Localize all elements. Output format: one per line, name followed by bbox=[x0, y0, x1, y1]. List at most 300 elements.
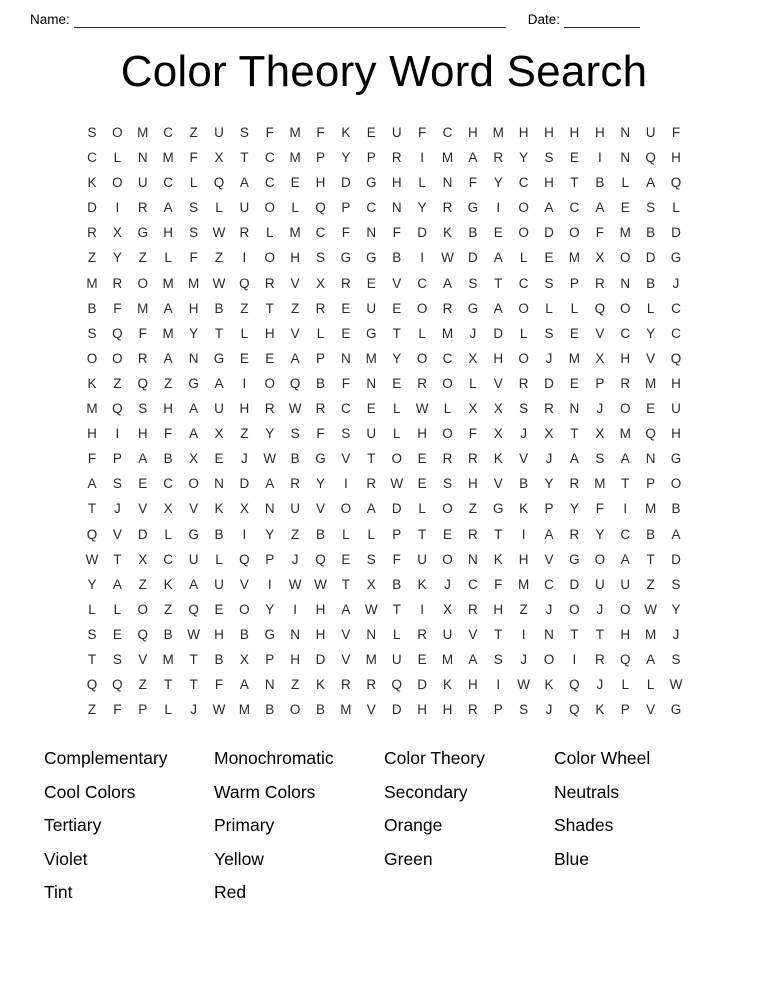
grid-cell[interactable]: R bbox=[594, 651, 605, 667]
grid-cell[interactable]: M bbox=[365, 350, 377, 366]
grid-cell[interactable]: L bbox=[240, 325, 249, 341]
grid-cell[interactable]: S bbox=[189, 200, 199, 216]
grid-cell[interactable]: F bbox=[671, 125, 681, 140]
grid-cell[interactable]: J bbox=[520, 426, 528, 442]
grid-cell[interactable]: W bbox=[669, 677, 683, 693]
grid-cell[interactable]: F bbox=[494, 576, 503, 592]
grid-cell[interactable]: C bbox=[442, 125, 453, 140]
grid-cell[interactable]: G bbox=[467, 300, 479, 316]
grid-cell[interactable]: M bbox=[289, 125, 301, 140]
grid-cell[interactable]: A bbox=[366, 501, 376, 517]
grid-cell[interactable]: Q bbox=[569, 702, 580, 718]
grid-cell[interactable]: O bbox=[137, 601, 149, 617]
grid-cell[interactable]: W bbox=[415, 401, 429, 417]
grid-cell[interactable]: O bbox=[518, 225, 529, 241]
grid-cell[interactable]: F bbox=[138, 325, 147, 341]
grid-cell[interactable]: S bbox=[189, 225, 199, 241]
grid-cell[interactable]: F bbox=[316, 426, 325, 442]
grid-cell[interactable]: M bbox=[162, 325, 174, 341]
grid-cell[interactable]: A bbox=[265, 476, 275, 492]
grid-cell[interactable]: V bbox=[341, 626, 351, 642]
grid-cell[interactable]: H bbox=[87, 426, 97, 442]
grid-cell[interactable]: R bbox=[264, 275, 275, 291]
grid-cell[interactable]: J bbox=[469, 325, 477, 341]
grid-cell[interactable]: O bbox=[416, 350, 428, 366]
grid-cell[interactable]: E bbox=[569, 150, 579, 166]
grid-cell[interactable]: I bbox=[521, 626, 526, 642]
grid-cell[interactable]: Q bbox=[112, 325, 123, 341]
grid-cell[interactable]: Q bbox=[670, 350, 682, 366]
grid-cell[interactable]: R bbox=[290, 476, 300, 492]
grid-cell[interactable]: S bbox=[290, 426, 300, 442]
grid-cell[interactable]: U bbox=[137, 175, 148, 191]
grid-cell[interactable]: T bbox=[367, 451, 376, 467]
grid-cell[interactable]: X bbox=[493, 426, 503, 442]
grid-cell[interactable]: D bbox=[645, 250, 656, 266]
grid-cell[interactable]: K bbox=[493, 451, 503, 467]
grid-cell[interactable]: R bbox=[544, 401, 554, 417]
grid-cell[interactable]: W bbox=[644, 601, 657, 617]
grid-cell[interactable]: F bbox=[214, 677, 224, 693]
grid-cell[interactable]: X bbox=[214, 150, 224, 166]
grid-cell[interactable]: F bbox=[468, 175, 477, 191]
grid-cell[interactable]: H bbox=[391, 175, 402, 191]
grid-cell[interactable]: E bbox=[569, 325, 579, 341]
grid-cell[interactable]: O bbox=[391, 451, 402, 467]
grid-cell[interactable]: W bbox=[187, 626, 200, 642]
grid-cell[interactable]: M bbox=[86, 401, 98, 417]
grid-cell[interactable]: X bbox=[544, 426, 554, 442]
grid-cell[interactable]: S bbox=[519, 702, 529, 718]
grid-cell[interactable]: Q bbox=[569, 677, 580, 693]
grid-cell[interactable]: K bbox=[493, 551, 503, 567]
grid-cell[interactable]: G bbox=[188, 526, 199, 542]
grid-cell[interactable]: L bbox=[646, 300, 655, 316]
grid-cell[interactable]: N bbox=[569, 401, 580, 417]
grid-cell[interactable]: C bbox=[569, 200, 580, 216]
grid-cell[interactable]: T bbox=[265, 300, 274, 316]
grid-cell[interactable]: F bbox=[341, 225, 351, 241]
grid-cell[interactable]: D bbox=[569, 576, 580, 592]
grid-cell[interactable]: T bbox=[189, 651, 198, 667]
grid-cell[interactable]: R bbox=[366, 677, 377, 693]
grid-cell[interactable]: E bbox=[417, 451, 427, 467]
grid-cell[interactable]: L bbox=[316, 325, 325, 341]
grid-cell[interactable]: Q bbox=[289, 375, 301, 391]
grid-cell[interactable]: L bbox=[392, 426, 401, 442]
grid-cell[interactable]: R bbox=[417, 626, 427, 642]
grid-cell[interactable]: P bbox=[341, 200, 351, 216]
grid-cell[interactable]: Y bbox=[189, 325, 199, 341]
grid-cell[interactable]: C bbox=[518, 275, 529, 291]
grid-cell[interactable]: C bbox=[467, 576, 478, 592]
grid-cell[interactable]: Y bbox=[265, 426, 275, 442]
grid-cell[interactable]: X bbox=[214, 426, 224, 442]
grid-cell[interactable]: H bbox=[417, 702, 427, 718]
grid-cell[interactable]: P bbox=[646, 476, 656, 492]
grid-cell[interactable]: G bbox=[264, 626, 275, 642]
grid-cell[interactable]: M bbox=[644, 626, 657, 642]
grid-cell[interactable]: R bbox=[264, 401, 275, 417]
grid-cell[interactable]: L bbox=[291, 200, 299, 216]
grid-cell[interactable]: X bbox=[493, 401, 503, 417]
grid-cell[interactable]: K bbox=[87, 175, 97, 191]
grid-cell[interactable]: L bbox=[443, 401, 452, 417]
grid-cell[interactable]: J bbox=[520, 651, 528, 667]
grid-cell[interactable]: L bbox=[646, 677, 655, 693]
grid-cell[interactable]: G bbox=[493, 501, 504, 517]
grid-cell[interactable]: Q bbox=[86, 677, 98, 693]
grid-cell[interactable]: B bbox=[392, 576, 402, 592]
grid-cell[interactable]: N bbox=[366, 375, 377, 391]
grid-cell[interactable]: S bbox=[519, 401, 529, 417]
grid-cell[interactable]: H bbox=[163, 225, 174, 241]
grid-cell[interactable]: I bbox=[496, 200, 501, 216]
grid-cell[interactable]: O bbox=[442, 375, 453, 391]
grid-cell[interactable]: S bbox=[366, 551, 376, 567]
grid-cell[interactable]: B bbox=[671, 501, 681, 517]
grid-cell[interactable]: V bbox=[493, 476, 503, 492]
grid-cell[interactable]: E bbox=[392, 375, 402, 391]
grid-cell[interactable]: V bbox=[138, 501, 148, 517]
grid-cell[interactable]: P bbox=[112, 451, 122, 467]
grid-cell[interactable]: Z bbox=[138, 250, 147, 266]
grid-cell[interactable]: I bbox=[267, 576, 272, 592]
grid-cell[interactable]: A bbox=[163, 200, 173, 216]
grid-cell[interactable]: L bbox=[392, 626, 401, 642]
grid-cell[interactable]: W bbox=[288, 401, 302, 417]
grid-cell[interactable]: C bbox=[544, 576, 554, 592]
grid-cell[interactable]: C bbox=[163, 125, 174, 140]
grid-cell[interactable]: F bbox=[468, 426, 477, 442]
grid-cell[interactable]: D bbox=[467, 250, 478, 266]
grid-cell[interactable]: I bbox=[115, 426, 120, 442]
grid-cell[interactable]: O bbox=[112, 175, 123, 191]
grid-cell[interactable]: B bbox=[519, 476, 529, 492]
grid-cell[interactable]: T bbox=[494, 275, 503, 291]
grid-cell[interactable]: L bbox=[164, 250, 172, 266]
grid-cell[interactable]: B bbox=[316, 526, 326, 542]
grid-cell[interactable]: A bbox=[214, 375, 224, 391]
grid-cell[interactable]: K bbox=[442, 677, 452, 693]
grid-cell[interactable]: Q bbox=[137, 375, 149, 391]
grid-cell[interactable]: M bbox=[162, 275, 174, 291]
grid-cell[interactable]: N bbox=[290, 626, 300, 642]
grid-cell[interactable]: K bbox=[519, 501, 529, 517]
grid-cell[interactable]: Q bbox=[188, 601, 199, 617]
grid-cell[interactable]: X bbox=[366, 576, 376, 592]
grid-cell[interactable]: P bbox=[316, 350, 326, 366]
grid-cell[interactable]: Q bbox=[86, 526, 98, 542]
grid-cell[interactable]: C bbox=[163, 476, 174, 492]
grid-cell[interactable]: I bbox=[420, 250, 424, 266]
grid-cell[interactable]: R bbox=[239, 225, 250, 241]
grid-cell[interactable]: I bbox=[420, 150, 424, 166]
grid-cell[interactable]: A bbox=[569, 451, 579, 467]
grid-cell[interactable]: R bbox=[467, 601, 478, 617]
grid-cell[interactable]: Z bbox=[113, 375, 122, 391]
grid-cell[interactable]: A bbox=[87, 476, 97, 492]
grid-cell[interactable]: B bbox=[595, 175, 605, 191]
grid-cell[interactable]: H bbox=[544, 175, 554, 191]
grid-cell[interactable]: I bbox=[597, 150, 602, 166]
grid-cell[interactable]: M bbox=[137, 300, 149, 316]
grid-cell[interactable]: X bbox=[138, 551, 148, 567]
grid-cell[interactable]: F bbox=[113, 702, 122, 718]
grid-cell[interactable]: B bbox=[646, 526, 656, 542]
grid-cell[interactable]: T bbox=[164, 677, 173, 693]
grid-cell[interactable]: Z bbox=[291, 300, 300, 316]
grid-cell[interactable]: T bbox=[189, 677, 198, 693]
grid-cell[interactable]: R bbox=[391, 150, 402, 166]
grid-cell[interactable]: R bbox=[442, 200, 453, 216]
grid-cell[interactable]: E bbox=[417, 476, 427, 492]
grid-cell[interactable]: U bbox=[290, 501, 300, 517]
grid-cell[interactable]: T bbox=[341, 576, 351, 592]
grid-cell[interactable]: K bbox=[341, 125, 351, 140]
grid-cell[interactable]: L bbox=[672, 200, 680, 216]
grid-cell[interactable]: A bbox=[493, 250, 503, 266]
grid-cell[interactable]: N bbox=[620, 125, 631, 140]
grid-cell[interactable]: F bbox=[189, 250, 198, 266]
grid-cell[interactable]: K bbox=[87, 375, 97, 391]
grid-cell[interactable]: M bbox=[518, 576, 530, 592]
grid-cell[interactable]: A bbox=[112, 576, 122, 592]
grid-cell[interactable]: B bbox=[214, 526, 224, 542]
grid-cell[interactable]: L bbox=[164, 526, 172, 542]
grid-cell[interactable]: Z bbox=[468, 501, 477, 517]
grid-cell[interactable]: Y bbox=[316, 476, 326, 492]
grid-cell[interactable]: C bbox=[264, 150, 275, 166]
grid-cell[interactable]: T bbox=[214, 325, 224, 341]
grid-cell[interactable]: J bbox=[672, 626, 680, 642]
grid-cell[interactable]: C bbox=[671, 325, 681, 341]
grid-cell[interactable]: Y bbox=[417, 200, 427, 216]
grid-cell[interactable]: F bbox=[341, 375, 351, 391]
grid-cell[interactable]: H bbox=[163, 401, 174, 417]
grid-cell[interactable]: H bbox=[671, 426, 681, 442]
grid-cell[interactable]: I bbox=[115, 200, 120, 216]
grid-cell[interactable]: O bbox=[416, 300, 428, 316]
grid-cell[interactable]: Q bbox=[239, 551, 250, 567]
grid-cell[interactable]: X bbox=[239, 651, 249, 667]
grid-cell[interactable]: M bbox=[441, 325, 454, 341]
grid-cell[interactable]: U bbox=[417, 551, 427, 567]
grid-cell[interactable]: I bbox=[496, 677, 501, 693]
grid-cell[interactable]: M bbox=[162, 651, 174, 667]
grid-cell[interactable]: B bbox=[316, 375, 326, 391]
grid-cell[interactable]: Z bbox=[87, 250, 97, 266]
grid-cell[interactable]: Z bbox=[164, 601, 173, 617]
grid-cell[interactable]: Q bbox=[239, 275, 250, 291]
grid-cell[interactable]: O bbox=[619, 601, 631, 617]
grid-cell[interactable]: Z bbox=[240, 300, 249, 316]
grid-cell[interactable]: N bbox=[544, 626, 554, 642]
grid-cell[interactable]: O bbox=[239, 601, 250, 617]
grid-cell[interactable]: F bbox=[265, 125, 274, 140]
grid-cell[interactable]: Z bbox=[291, 677, 300, 693]
grid-cell[interactable]: Y bbox=[569, 501, 579, 517]
grid-cell[interactable]: Q bbox=[112, 677, 123, 693]
grid-cell[interactable]: N bbox=[620, 275, 631, 291]
grid-cell[interactable]: F bbox=[595, 225, 604, 241]
grid-cell[interactable]: Z bbox=[519, 601, 528, 617]
grid-cell[interactable]: M bbox=[137, 125, 149, 140]
grid-cell[interactable]: V bbox=[239, 576, 249, 592]
grid-cell[interactable]: J bbox=[291, 551, 299, 567]
grid-cell[interactable]: S bbox=[442, 476, 452, 492]
grid-cell[interactable]: X bbox=[468, 350, 478, 366]
grid-cell[interactable]: H bbox=[137, 426, 148, 442]
grid-cell[interactable]: R bbox=[467, 526, 478, 542]
grid-cell[interactable]: W bbox=[263, 451, 277, 467]
grid-cell[interactable]: G bbox=[315, 451, 326, 467]
grid-cell[interactable]: L bbox=[113, 601, 122, 617]
grid-cell[interactable]: C bbox=[620, 526, 631, 542]
grid-cell[interactable]: H bbox=[290, 651, 300, 667]
grid-cell[interactable]: I bbox=[420, 601, 424, 617]
grid-cell[interactable]: H bbox=[544, 125, 554, 140]
grid-cell[interactable]: W bbox=[517, 677, 531, 693]
grid-cell[interactable]: O bbox=[442, 426, 453, 442]
grid-cell[interactable]: P bbox=[544, 501, 554, 517]
grid-cell[interactable]: G bbox=[670, 702, 682, 718]
grid-cell[interactable]: R bbox=[341, 677, 351, 693]
grid-cell[interactable]: G bbox=[340, 250, 352, 266]
grid-cell[interactable]: V bbox=[544, 551, 554, 567]
grid-cell[interactable]: G bbox=[467, 200, 479, 216]
grid-cell[interactable]: E bbox=[569, 375, 579, 391]
grid-cell[interactable]: E bbox=[646, 401, 656, 417]
grid-cell[interactable]: F bbox=[392, 225, 401, 241]
grid-cell[interactable]: Y bbox=[646, 325, 656, 341]
grid-cell[interactable]: J bbox=[545, 350, 553, 366]
grid-cell[interactable]: L bbox=[418, 501, 426, 517]
grid-cell[interactable]: M bbox=[238, 702, 250, 718]
grid-cell[interactable]: I bbox=[242, 526, 247, 542]
grid-cell[interactable]: T bbox=[570, 626, 579, 642]
grid-cell[interactable]: E bbox=[341, 325, 351, 341]
grid-cell[interactable]: E bbox=[493, 225, 503, 241]
grid-cell[interactable]: H bbox=[264, 325, 275, 341]
grid-cell[interactable]: T bbox=[240, 150, 249, 166]
grid-cell[interactable]: B bbox=[468, 225, 478, 241]
grid-cell[interactable]: L bbox=[519, 250, 528, 266]
grid-cell[interactable]: P bbox=[265, 651, 275, 667]
grid-cell[interactable]: K bbox=[163, 576, 173, 592]
grid-cell[interactable]: H bbox=[518, 551, 529, 567]
name-input-line[interactable] bbox=[74, 15, 506, 28]
grid-cell[interactable]: U bbox=[391, 651, 402, 667]
letter-grid[interactable] bbox=[79, 120, 688, 722]
grid-cell[interactable]: H bbox=[493, 601, 504, 617]
grid-cell[interactable]: D bbox=[137, 526, 148, 542]
grid-cell[interactable]: X bbox=[595, 250, 605, 266]
grid-cell[interactable]: D bbox=[315, 651, 326, 667]
grid-cell[interactable]: I bbox=[242, 375, 247, 391]
grid-cell[interactable]: L bbox=[545, 300, 553, 316]
grid-cell[interactable]: T bbox=[570, 426, 579, 442]
grid-cell[interactable]: R bbox=[493, 150, 504, 166]
grid-cell[interactable]: Q bbox=[670, 175, 682, 191]
grid-cell[interactable]: O bbox=[518, 200, 529, 216]
grid-cell[interactable]: Q bbox=[619, 651, 631, 667]
grid-cell[interactable]: L bbox=[621, 677, 629, 693]
grid-cell[interactable]: N bbox=[467, 551, 478, 567]
grid-cell[interactable]: L bbox=[215, 551, 223, 567]
grid-cell[interactable]: H bbox=[620, 626, 631, 642]
grid-cell[interactable]: H bbox=[671, 150, 681, 166]
grid-cell[interactable]: G bbox=[137, 225, 149, 241]
grid-cell[interactable]: U bbox=[214, 401, 224, 417]
grid-cell[interactable]: Y bbox=[671, 601, 681, 617]
grid-cell[interactable]: Y bbox=[392, 350, 402, 366]
grid-cell[interactable]: A bbox=[290, 350, 300, 366]
grid-cell[interactable]: G bbox=[670, 451, 682, 467]
grid-cell[interactable]: R bbox=[341, 275, 351, 291]
grid-cell[interactable]: O bbox=[442, 501, 453, 517]
grid-cell[interactable]: S bbox=[671, 651, 681, 667]
grid-cell[interactable]: H bbox=[290, 250, 300, 266]
grid-cell[interactable]: I bbox=[293, 601, 298, 617]
grid-cell[interactable]: N bbox=[366, 225, 377, 241]
grid-cell[interactable]: Y bbox=[87, 576, 97, 592]
grid-cell[interactable]: S bbox=[87, 626, 97, 642]
grid-cell[interactable]: C bbox=[163, 551, 174, 567]
grid-cell[interactable]: C bbox=[341, 401, 351, 417]
grid-cell[interactable]: K bbox=[214, 501, 224, 517]
grid-cell[interactable]: B bbox=[214, 300, 224, 316]
grid-cell[interactable]: J bbox=[240, 451, 248, 467]
grid-cell[interactable]: X bbox=[189, 451, 199, 467]
grid-cell[interactable]: W bbox=[212, 225, 226, 241]
grid-cell[interactable]: M bbox=[568, 350, 581, 366]
grid-cell[interactable]: B bbox=[163, 626, 173, 642]
grid-cell[interactable]: D bbox=[391, 501, 402, 517]
grid-cell[interactable]: S bbox=[316, 250, 326, 266]
grid-cell[interactable]: U bbox=[391, 125, 402, 140]
grid-cell[interactable]: Z bbox=[138, 677, 147, 693]
grid-cell[interactable]: R bbox=[442, 300, 453, 316]
grid-cell[interactable]: P bbox=[138, 702, 148, 718]
grid-cell[interactable]: V bbox=[316, 501, 326, 517]
grid-cell[interactable]: J bbox=[444, 576, 451, 592]
grid-cell[interactable]: O bbox=[112, 350, 123, 366]
grid-cell[interactable]: Y bbox=[519, 150, 529, 166]
grid-cell[interactable]: B bbox=[163, 451, 173, 467]
grid-cell[interactable]: M bbox=[441, 651, 454, 667]
grid-cell[interactable]: V bbox=[493, 375, 503, 391]
grid-cell[interactable]: V bbox=[646, 350, 656, 366]
grid-cell[interactable]: E bbox=[392, 300, 402, 316]
grid-cell[interactable]: O bbox=[569, 225, 580, 241]
grid-cell[interactable]: V bbox=[392, 275, 402, 291]
grid-cell[interactable]: U bbox=[442, 626, 453, 642]
grid-cell[interactable]: E bbox=[112, 626, 122, 642]
grid-cell[interactable]: E bbox=[290, 175, 300, 191]
grid-cell[interactable]: E bbox=[544, 250, 554, 266]
grid-cell[interactable]: C bbox=[366, 200, 377, 216]
grid-cell[interactable]: R bbox=[467, 702, 478, 718]
grid-cell[interactable]: P bbox=[620, 702, 630, 718]
grid-cell[interactable]: S bbox=[671, 576, 681, 592]
grid-cell[interactable]: D bbox=[671, 551, 681, 567]
grid-cell[interactable]: O bbox=[619, 250, 631, 266]
grid-cell[interactable]: H bbox=[467, 677, 478, 693]
grid-cell[interactable]: A bbox=[468, 150, 478, 166]
grid-cell[interactable]: H bbox=[188, 300, 199, 316]
grid-cell[interactable]: A bbox=[646, 651, 656, 667]
